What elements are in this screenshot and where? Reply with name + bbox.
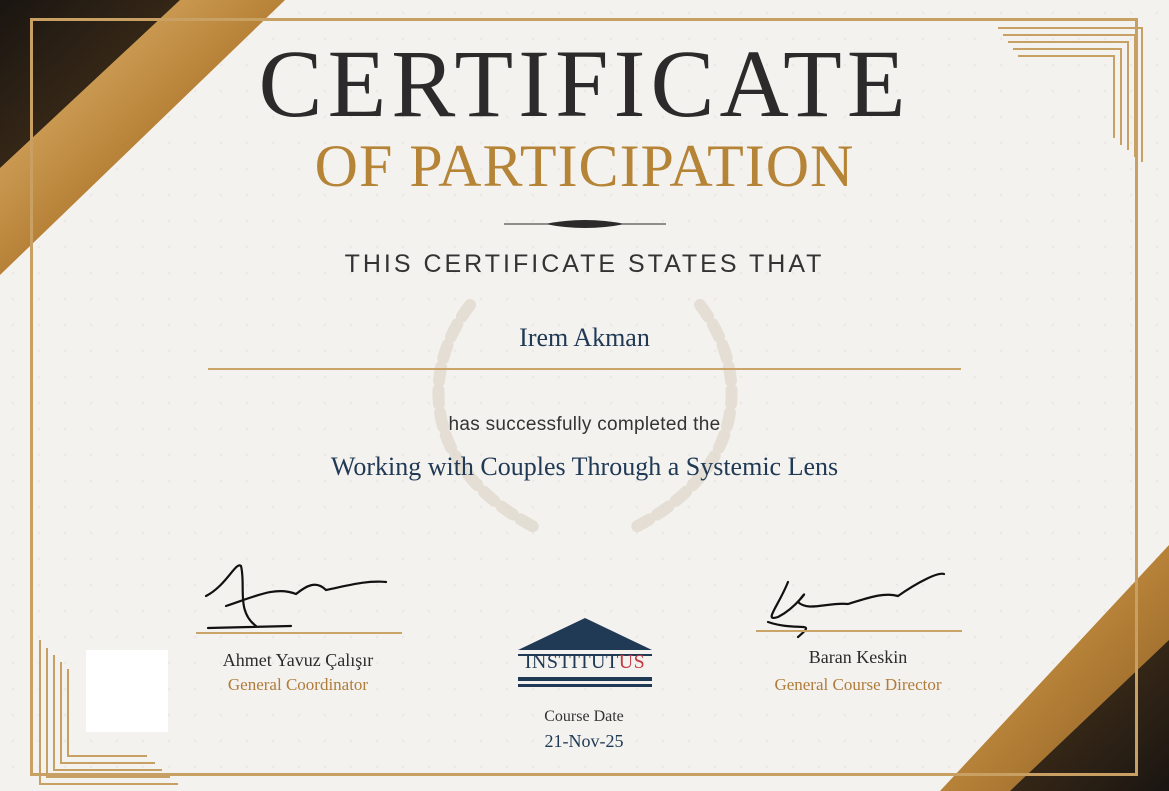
ornament-divider [500, 216, 670, 232]
signatory-name-left: Ahmet Yavuz Çalışır [222, 650, 374, 670]
course-date-label: Course Date [544, 708, 624, 725]
recipient-underline [208, 368, 961, 370]
certificate-subtitle: OF PARTICIPATION [314, 133, 855, 199]
signatory-role-right: General Course Director [774, 675, 942, 694]
photo-placeholder [86, 650, 168, 732]
completed-label: has successfully completed the [448, 414, 721, 435]
signatory-name-right: Baran Keskin [808, 647, 908, 667]
signatory-role-left: General Coordinator [227, 675, 369, 694]
course-date-value: 21-Nov-25 [544, 731, 624, 751]
logo-wordmark [512, 652, 658, 672]
recipient-name: Irem Akman [519, 323, 650, 352]
certificate-title: CERTIFICATE [258, 30, 911, 137]
course-name: Working with Couples Through a Systemic Lens [330, 452, 839, 481]
logo-text-accent: US [618, 651, 646, 673]
signature-line-left [196, 632, 402, 634]
logo-text-main: INSTITUT [524, 651, 619, 673]
signature-line-right [756, 630, 962, 632]
signature-left [196, 556, 396, 636]
states-label: THIS CERTIFICATE STATES THAT [344, 250, 825, 278]
